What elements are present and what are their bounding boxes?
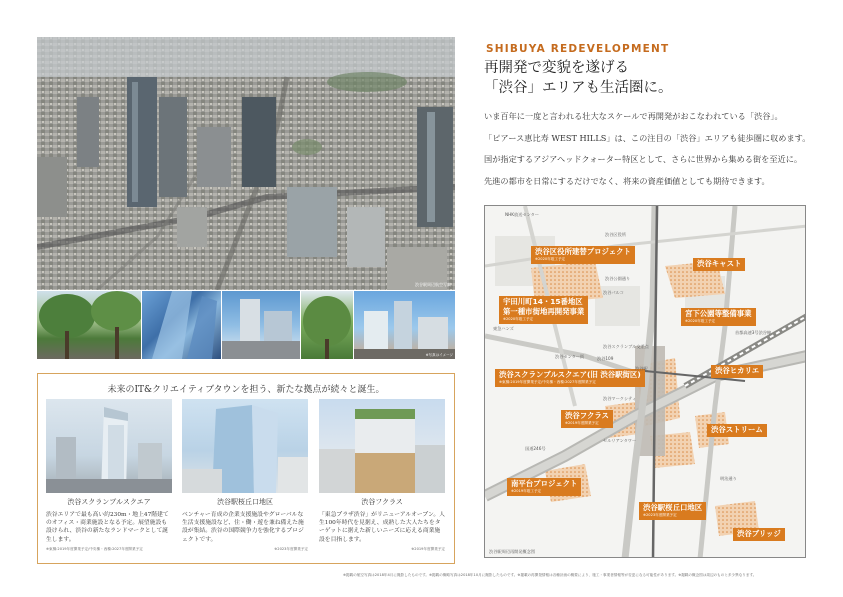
map-label-sub: ※2020年竣工予定 — [503, 317, 534, 321]
map-label-fukuras — [561, 410, 613, 428]
place-station: 渋谷駅 — [635, 366, 648, 371]
map-label-sub: ※2019年竣工予定 — [511, 489, 542, 493]
body-paragraph: 「ピアース恵比寿 WEST HILLS」は、この注目の「渋谷」エリアも徒歩圏に収めます。 — [484, 132, 811, 143]
place-parco: 渋谷パルコ — [603, 290, 624, 295]
headline — [484, 58, 673, 98]
map-label-title: 渋谷ブリッジ — [737, 529, 781, 538]
body-paragraph: 先進の都市を日常にするだけでなく、将来の資産価値としても期待できます。 — [484, 175, 770, 186]
map-label-sub: ※東棟:2019年度開業予定/中央棟・西棟:2027年度開業予定 — [499, 380, 596, 384]
strip-photo-2 — [142, 291, 221, 359]
body-paragraph: いま百年に一度と言われる壮大なスケールで再開発がおこなわれている「渋谷」。 — [484, 111, 783, 121]
place-ward-office: 渋谷区役所 — [605, 232, 626, 237]
map-label-stream — [707, 424, 767, 437]
map-label-title: 渋谷フクラス — [565, 411, 609, 420]
place-meiji-dori: 明治通り — [720, 476, 737, 481]
aerial-photo — [37, 37, 455, 290]
map-label-title: 宇田川町14・15番地区 — [503, 297, 583, 306]
strip-photo-3 — [222, 291, 300, 359]
tower-illustration — [319, 399, 445, 493]
card-name: 渋谷駅桜丘口地区 — [217, 498, 273, 506]
place-center-gai: 渋谷センター街 — [555, 354, 585, 359]
card-note: ※東棟:2019年度開業予定/中央棟・西棟:2027年度開業予定 — [46, 546, 143, 551]
map-label-title: 宮下公園等整備事業 — [685, 309, 752, 318]
body-text — [484, 111, 810, 197]
map-label-nanpeidai — [507, 478, 581, 496]
map-label-sub: ※2020年竣工予定 — [535, 257, 566, 261]
place-cerulean: セルリアンタワー — [603, 438, 637, 443]
map-label-hikarie — [711, 365, 763, 378]
body-paragraph: 国が指定するアジアヘッドクォーター特区として、さらに世界から集める街を至近に。 — [484, 154, 803, 165]
feature-title: 未来のIT&クリエイティブタウンを担う、新たな拠点が続々と誕生。 — [107, 385, 385, 395]
place-nhk: NHK放送センター — [505, 212, 539, 217]
feature-box — [37, 373, 455, 564]
feature-card — [182, 399, 308, 552]
map-label-sub: ※2020年竣工予定 — [685, 319, 716, 323]
place-expressway: 首都高速3号渋谷線 — [735, 330, 772, 335]
redevelopment-map — [484, 205, 806, 558]
place-scramble: 渋谷スクランブル交差点 — [603, 344, 649, 349]
place-koen-dori: 渋谷公園通り — [605, 276, 631, 281]
map-label-title: 渋谷区役所建替プロジェクト — [535, 247, 631, 256]
strip-photo-5 — [354, 291, 455, 359]
tower-illustration — [182, 399, 308, 493]
aerial-cityscape — [37, 37, 455, 290]
card-desc: 「東急プラザ渋谷」がリニューアルオープン。人生100年時代を見据え、成熟した大人たちをターゲットに据えた新しいニーズに応える商業施設を目指します。 — [319, 512, 445, 543]
headline-line-2: 「渋谷」エリアも生活圏に。 — [484, 80, 673, 96]
map-label-title: 渋谷キャスト — [697, 259, 742, 268]
map-label-title: 渋谷スクランブルスクエア(旧 渋谷駅街区) — [499, 370, 641, 379]
map-label-udagawa — [499, 296, 588, 324]
card-image-sakuragaoka — [182, 399, 308, 493]
skyline-illustration — [354, 291, 455, 359]
footnote: ※掲載の航空写真は2018年4月に撮影したものです。※掲載の概略写真は2018年10月に撮影したものです。※掲載の再開発情報は各種計画の概要により、施工・事業者情報等が変更になる可能性があります。※掲載の概念図は周辺のものと多少異なります。 — [343, 573, 757, 577]
card-desc: ベンチャー育成の企業支援施設やグローバルな生活支援施設など、住・働・遊を兼ね備えた施設が集結。渋谷の国際競争力を強化するプロジェクトです。 — [182, 512, 304, 543]
map-label-title-2: 第一種市街地再開発事業 — [503, 307, 585, 316]
map-label-sub: ※2019年度開業予定 — [565, 421, 599, 425]
map-label-sakuragaoka — [639, 502, 706, 520]
headline-line-1: 再開発で変貌を遂げる — [484, 60, 629, 76]
place-hands: 東急ハンズ — [493, 326, 514, 331]
map-label-miyashita — [681, 308, 756, 326]
strip-caption: ※写真はイメージ — [425, 353, 453, 357]
card-note: ※2023年度開業予定 — [274, 546, 308, 551]
building-illustration — [222, 291, 300, 359]
map-label-scramble-square — [495, 369, 645, 387]
glass-tower-illustration — [142, 291, 221, 359]
strip-photo-1 — [37, 291, 141, 359]
card-name: 渋谷フクラス — [361, 498, 403, 506]
place-route246: 国道246号 — [525, 446, 546, 451]
tower-illustration — [46, 399, 172, 493]
map-label-title: 渋谷ヒカリエ — [715, 366, 760, 375]
place-109: 渋谷109 — [597, 356, 614, 361]
map-label-title: 渋谷駅桜丘口地区 — [643, 503, 703, 512]
place-mark-city: 渋谷マークシティ — [603, 396, 637, 401]
map-label-title: 渋谷ストリーム — [711, 425, 763, 434]
map-label-title: 南平台プロジェクト — [511, 479, 578, 488]
map-label-ward-office — [531, 246, 635, 264]
map-label-cast — [693, 258, 745, 271]
trees-illustration — [301, 291, 353, 359]
card-desc: 渋谷エリアで最も高い約230m・地上47階建てのオフィス・商業施設となる予定。展望施設も設けられ、渋谷の新たなランドマークとして誕生します。 — [46, 512, 169, 543]
card-note: ※2019年度開業予定 — [411, 546, 445, 551]
card-image-fukuras — [319, 399, 445, 493]
feature-card — [319, 399, 445, 552]
card-image-scramble — [46, 399, 172, 493]
card-name: 渋谷スクランブルスクエア — [67, 498, 151, 506]
aerial-credit: 渋谷駅周辺航空写真 — [415, 282, 451, 287]
eyebrow-title: SHIBUYA REDEVELOPMENT — [486, 43, 670, 55]
strip-photo-4 — [301, 291, 353, 359]
trees-illustration — [37, 291, 141, 359]
feature-card — [46, 399, 172, 552]
map-credit: 渋谷駅周辺再開発概念図 — [489, 549, 536, 554]
map-label-sub: ※2023年度開業予定 — [643, 513, 677, 517]
map-label-bridge — [733, 528, 785, 541]
